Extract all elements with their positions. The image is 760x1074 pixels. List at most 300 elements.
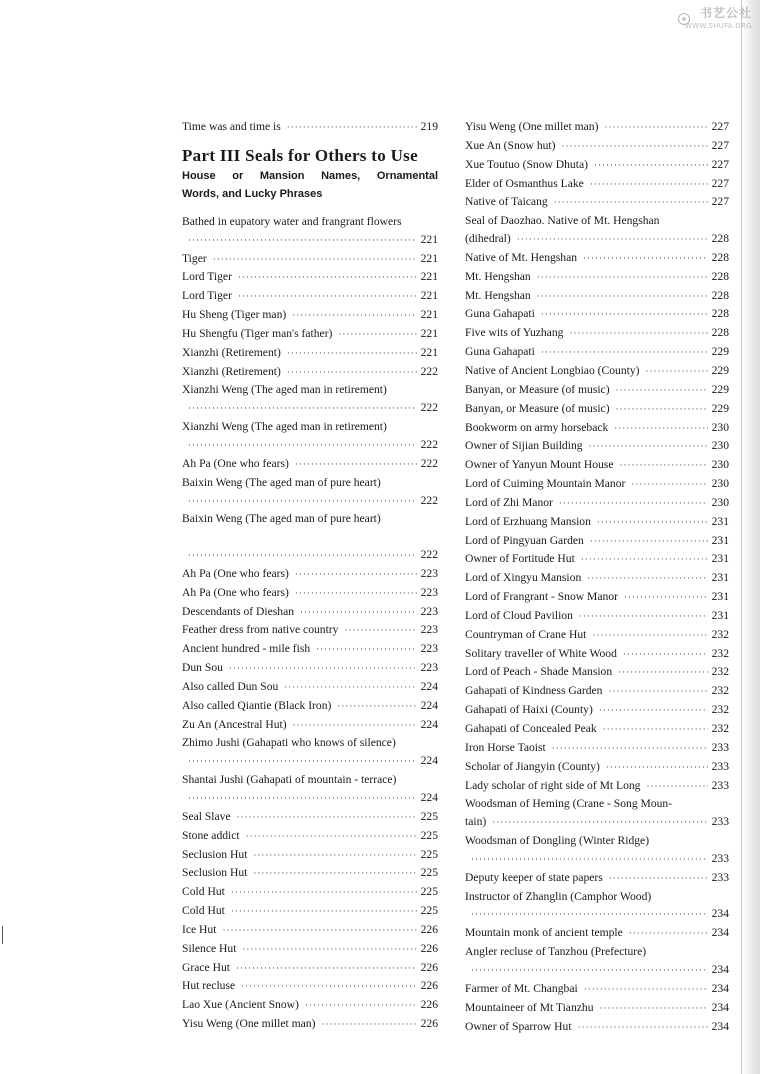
entry-page: 226 bbox=[420, 979, 438, 993]
leader-dots bbox=[246, 828, 417, 846]
leader-dots bbox=[238, 288, 417, 306]
entry-title: Xianzhi (Retirement) bbox=[182, 364, 281, 378]
toc-entry bbox=[182, 344, 438, 363]
entry-page: 222 bbox=[420, 456, 438, 470]
entry-page: 226 bbox=[420, 1017, 438, 1031]
entry-page: 227 bbox=[711, 195, 729, 209]
entry-title: Deputy keeper of state papers bbox=[465, 870, 603, 884]
toc-entry bbox=[182, 697, 438, 716]
entry-page: 226 bbox=[420, 941, 438, 955]
toc-entry bbox=[465, 961, 729, 980]
leader-dots bbox=[295, 585, 417, 603]
leader-dots bbox=[616, 382, 708, 400]
toc-entry bbox=[182, 789, 438, 808]
entry-title-cont: (dihedral) bbox=[465, 232, 511, 246]
entry-title: Guna Gahapati bbox=[465, 345, 535, 359]
toc-entry bbox=[465, 437, 729, 456]
leader-dots bbox=[618, 664, 707, 682]
toc-entry bbox=[465, 456, 729, 475]
entry-page: 221 bbox=[420, 289, 438, 303]
entry-title: Lord of Peach - Shade Mansion bbox=[465, 665, 613, 679]
toc-entry bbox=[465, 850, 729, 869]
entry-title: Scholar of Jiangyin (County) bbox=[465, 759, 600, 773]
entry-title: Tiger bbox=[182, 251, 207, 265]
leader-dots bbox=[292, 307, 416, 325]
toc-entry bbox=[465, 739, 729, 758]
watermark-cn: 书艺公社 bbox=[699, 6, 752, 20]
leader-dots bbox=[284, 679, 416, 697]
entry-page: 222 bbox=[420, 548, 438, 562]
leader-dots bbox=[541, 306, 708, 324]
leader-dots bbox=[614, 420, 707, 438]
entry-title: Five wits of Yuzhang bbox=[465, 326, 564, 340]
entry-page: 221 bbox=[420, 270, 438, 284]
entry-title: Baixin Weng (The aged man of pure heart) bbox=[182, 475, 381, 489]
leader-dots bbox=[623, 646, 708, 664]
entry-page: 224 bbox=[420, 754, 438, 768]
entry-title: Zhimo Jushi (Gahapati who knows of silence) bbox=[182, 736, 396, 750]
leader-dots bbox=[241, 978, 416, 996]
toc-list-left bbox=[182, 213, 438, 1034]
entry-page: 224 bbox=[420, 679, 438, 693]
leader-dots bbox=[609, 870, 708, 888]
leader-dots bbox=[344, 622, 416, 640]
toc-entry bbox=[465, 999, 729, 1018]
entry-page: 232 bbox=[711, 722, 729, 735]
entry-title: Stone addict bbox=[182, 828, 240, 842]
toc-entry bbox=[465, 494, 729, 513]
entry-title: Zu An (Ancestral Hut) bbox=[182, 717, 287, 731]
watermark-logo-icon bbox=[678, 13, 690, 25]
entry-title: Iron Horse Taoist bbox=[465, 740, 546, 754]
toc-entry bbox=[465, 156, 729, 175]
toc-entry bbox=[465, 588, 729, 607]
entry-title: Lord of Cuiming Mountain Manor bbox=[465, 477, 626, 491]
leader-dots bbox=[471, 962, 708, 980]
toc-entry bbox=[465, 137, 729, 156]
toc-entry bbox=[465, 362, 729, 381]
toc-entry bbox=[465, 475, 729, 494]
entry-title: Solitary traveller of White Wood bbox=[465, 646, 617, 660]
leader-dots bbox=[578, 1019, 708, 1037]
leader-dots bbox=[589, 438, 708, 456]
entry-page: 232 bbox=[711, 703, 729, 717]
entry-title: Woodsman of Dongling (Winter Ridge) bbox=[465, 834, 650, 848]
entry-title: Xue An (Snow hut) bbox=[465, 138, 556, 152]
entry-page: 222 bbox=[420, 364, 438, 378]
leader-dots bbox=[287, 119, 417, 137]
toc-entry bbox=[182, 621, 438, 640]
toc-entry bbox=[182, 455, 438, 474]
toc-entry bbox=[182, 584, 438, 603]
toc-entry bbox=[182, 996, 438, 1015]
toc-entry bbox=[465, 905, 729, 924]
entry-title: Countryman of Crane Hut bbox=[465, 627, 587, 641]
entry-page: 231 bbox=[711, 608, 729, 622]
entry-page: 228 bbox=[711, 269, 729, 283]
toc-entry bbox=[465, 980, 729, 999]
leader-dots bbox=[597, 514, 708, 532]
entry-title: Angler recluse of Tanzhou (Prefecture) bbox=[465, 945, 647, 959]
toc-entry bbox=[182, 977, 438, 996]
entry-title: Xianzhi (Retirement) bbox=[182, 345, 281, 359]
toc-entry bbox=[465, 777, 729, 796]
entry-title: Ice Hut bbox=[182, 922, 217, 936]
toc-entry bbox=[465, 193, 729, 212]
toc-entry bbox=[182, 565, 438, 584]
leader-dots bbox=[592, 627, 707, 645]
entry-page: 223 bbox=[420, 661, 438, 675]
toc-entry bbox=[465, 324, 729, 343]
entry-title: Gahapati of Kindness Garden bbox=[465, 684, 603, 698]
leader-dots bbox=[629, 925, 708, 943]
entry-page: 224 bbox=[420, 698, 438, 712]
toc-entry bbox=[465, 400, 729, 419]
entry-title: Lao Xue (Ancient Snow) bbox=[182, 998, 299, 1012]
entry-page: 234 bbox=[711, 926, 729, 940]
toc-entry bbox=[182, 940, 438, 959]
entry-title: Ah Pa (One who fears) bbox=[182, 585, 289, 599]
toc-entry bbox=[465, 381, 729, 400]
entry-title: Baixin Weng (The aged man of pure heart) bbox=[182, 512, 381, 526]
toc-entry bbox=[182, 399, 438, 418]
leader-dots bbox=[569, 325, 707, 343]
entry-title: Dun Sou bbox=[182, 661, 223, 675]
entry-title: Bathed in eupatory water and frangrant flowers bbox=[182, 214, 402, 228]
section-title: Part III Seals for Others to Use bbox=[182, 145, 418, 165]
section-subtitle-line2: Words, and Lucky Phrases bbox=[182, 187, 323, 200]
entry-page: 234 bbox=[711, 1000, 729, 1014]
leader-dots bbox=[237, 809, 417, 827]
leader-dots bbox=[287, 345, 417, 363]
blank-line bbox=[182, 528, 438, 546]
toc-entry bbox=[182, 306, 438, 325]
entry-title: Lord of Frangrant - Snow Manor bbox=[465, 590, 618, 604]
toc-entry bbox=[465, 607, 729, 626]
entry-page: 232 bbox=[711, 646, 729, 660]
entry-title: Instructor of Zhanglin (Camphor Wood) bbox=[465, 889, 652, 903]
entry-title: Guna Gahapati bbox=[465, 307, 535, 321]
leader-dots bbox=[608, 683, 707, 701]
entry-page: 226 bbox=[420, 960, 438, 974]
section-subtitle bbox=[182, 167, 438, 203]
entry-page: 228 bbox=[711, 326, 729, 340]
entry-page: 231 bbox=[711, 590, 729, 604]
leader-dots bbox=[300, 604, 417, 622]
leader-dots bbox=[188, 400, 417, 418]
entry-title: Banyan, or Measure (of music) bbox=[465, 401, 610, 415]
entry-title: Lord of Erzhuang Mansion bbox=[465, 514, 591, 528]
entry-title: Lord of Cloud Pavilion bbox=[465, 608, 573, 622]
toc-entry bbox=[182, 436, 438, 455]
entry-title: Seal of Daozhao. Native of Mt. Hengshan bbox=[465, 214, 660, 228]
leader-dots bbox=[600, 1000, 708, 1018]
toc-entry bbox=[182, 864, 438, 883]
entry-title: Owner of Sijian Building bbox=[465, 439, 583, 453]
toc-entry bbox=[182, 231, 438, 250]
toc-entry bbox=[182, 678, 438, 697]
leader-dots bbox=[222, 922, 416, 940]
toc-entry bbox=[465, 1018, 729, 1037]
leader-dots bbox=[338, 326, 416, 344]
entry-page: 230 bbox=[711, 477, 729, 491]
entry-title: Bookworm on army horseback bbox=[465, 420, 609, 434]
leader-dots bbox=[188, 232, 417, 250]
entry-title: Xianzhi Weng (The aged man in retirement) bbox=[182, 420, 387, 434]
leader-dots bbox=[552, 740, 708, 758]
entry-title: Xue Toutuo (Snow Dhuta) bbox=[465, 157, 588, 171]
toc-entry bbox=[182, 250, 438, 269]
toc-entry bbox=[182, 1015, 438, 1034]
toc-entry bbox=[182, 883, 438, 902]
toc-entry bbox=[465, 532, 729, 551]
leader-dots bbox=[471, 906, 708, 924]
entry-page: 224 bbox=[420, 717, 438, 731]
leader-dots bbox=[253, 847, 416, 865]
toc-left-column bbox=[182, 118, 438, 1034]
watermark-url: WWW.SHUFA.ORG bbox=[685, 22, 752, 30]
leader-dots bbox=[541, 344, 708, 362]
entry-title: Shantai Jushi (Gahapati of mountain - terrace) bbox=[182, 773, 397, 787]
toc-entry bbox=[182, 268, 438, 287]
toc-entry bbox=[465, 758, 729, 777]
leader-dots bbox=[584, 981, 708, 999]
leader-dots bbox=[554, 194, 708, 212]
entry-page: 234 bbox=[711, 962, 729, 976]
entry-title: Owner of Fortitude Hut bbox=[465, 552, 575, 566]
entry-title: Ah Pa (One who fears) bbox=[182, 566, 289, 580]
entry-title: Grace Hut bbox=[182, 960, 230, 974]
entry-page: 222 bbox=[420, 401, 438, 415]
toc-entry bbox=[182, 603, 438, 622]
entry-page: 233 bbox=[711, 759, 729, 773]
entry-title: Time was and time is bbox=[182, 120, 281, 133]
toc-entry bbox=[182, 640, 438, 659]
entry-title: Hut recluse bbox=[182, 979, 236, 993]
entry-page: 222 bbox=[420, 437, 438, 451]
toc-entry bbox=[465, 701, 729, 720]
leader-dots bbox=[603, 721, 708, 739]
entry-page: 234 bbox=[711, 907, 729, 921]
leader-dots bbox=[287, 364, 417, 382]
entry-page: 226 bbox=[420, 922, 438, 936]
leader-dots bbox=[646, 778, 707, 796]
entry-page: 231 bbox=[711, 571, 729, 585]
toc-entry bbox=[465, 175, 729, 194]
leader-dots bbox=[229, 660, 417, 678]
leader-dots bbox=[604, 119, 707, 137]
entry-title: Lord of Xingyu Mansion bbox=[465, 571, 582, 585]
leader-dots bbox=[590, 176, 708, 194]
toc-entry bbox=[465, 663, 729, 682]
entry-page: 226 bbox=[420, 998, 438, 1012]
entry-page: 221 bbox=[420, 345, 438, 359]
entry-page: 221 bbox=[420, 251, 438, 265]
entry-page: 229 bbox=[711, 363, 729, 377]
entry-title: Banyan, or Measure (of music) bbox=[465, 382, 610, 396]
entry-title: Lord of Zhi Manor bbox=[465, 495, 553, 509]
leader-dots bbox=[188, 493, 417, 511]
toc-entry bbox=[182, 492, 438, 511]
toc-entry bbox=[465, 924, 729, 943]
entry-page: 227 bbox=[711, 176, 729, 190]
entry-title: Also called Dun Sou bbox=[182, 679, 279, 693]
entry-page: 221 bbox=[420, 232, 438, 246]
entry-page: 231 bbox=[711, 533, 729, 547]
entry-title: Native of Mt. Hengshan bbox=[465, 250, 578, 264]
leader-dots bbox=[517, 231, 708, 249]
entry-page: 227 bbox=[711, 157, 729, 171]
toc-entry bbox=[182, 287, 438, 306]
entry-page: 233 bbox=[711, 851, 729, 865]
toc-entry bbox=[465, 813, 729, 832]
toc-entry bbox=[182, 546, 438, 565]
entry-title: Mountain monk of ancient temple bbox=[465, 926, 623, 940]
entry-title: Cold Hut bbox=[182, 904, 225, 918]
entry-page: 223 bbox=[420, 642, 438, 656]
entry-page: 228 bbox=[711, 232, 729, 246]
entry-page: 223 bbox=[420, 604, 438, 618]
entry-page: 225 bbox=[420, 809, 438, 823]
toc-entry bbox=[465, 550, 729, 569]
entry-title: Gahapati of Concealed Peak bbox=[465, 722, 597, 735]
entry-page: 233 bbox=[711, 778, 729, 792]
entry-title: Yisu Weng (One millet man) bbox=[182, 1017, 316, 1031]
entry-page: 232 bbox=[711, 665, 729, 679]
toc-entry bbox=[182, 921, 438, 940]
entry-title: Seal Slave bbox=[182, 809, 231, 823]
entry-page: 222 bbox=[420, 493, 438, 507]
leader-dots bbox=[646, 363, 708, 381]
leader-dots bbox=[242, 941, 416, 959]
entry-title: Hu Sheng (Tiger man) bbox=[182, 308, 287, 322]
leader-dots bbox=[295, 456, 417, 474]
entry-page: 233 bbox=[711, 870, 729, 884]
leader-dots bbox=[293, 717, 417, 735]
leader-dots bbox=[606, 759, 708, 777]
toc-entry bbox=[182, 752, 438, 771]
entry-title: Silence Hut bbox=[182, 941, 237, 955]
toc-entry bbox=[465, 287, 729, 306]
toc-entry bbox=[465, 645, 729, 664]
toc-entry bbox=[465, 569, 729, 588]
entry-page: 229 bbox=[711, 382, 729, 396]
leader-dots bbox=[631, 476, 707, 494]
leader-dots bbox=[616, 401, 708, 419]
toc-list-right bbox=[465, 118, 729, 1036]
leader-dots bbox=[321, 1016, 416, 1034]
toc-entry bbox=[182, 325, 438, 344]
leader-dots bbox=[590, 533, 708, 551]
entry-page: 225 bbox=[420, 828, 438, 842]
toc-entry bbox=[465, 513, 729, 532]
toc-entry bbox=[465, 118, 729, 137]
entry-page: 231 bbox=[711, 552, 729, 566]
entry-title: Seclusion Hut bbox=[182, 866, 248, 880]
toc-entry bbox=[465, 305, 729, 324]
entry-title: Mountaineer of Mt Tianzhu bbox=[465, 1000, 594, 1014]
entry-title: Mt. Hengshan bbox=[465, 288, 531, 302]
entry-title: Owner of Yanyun Mount House bbox=[465, 458, 614, 472]
entry-title: Woodsman of Heming (Crane - Song Moun- bbox=[465, 797, 673, 811]
leader-dots bbox=[619, 457, 707, 475]
leader-dots bbox=[188, 790, 417, 808]
leader-dots bbox=[316, 641, 416, 659]
leader-dots bbox=[305, 997, 417, 1015]
entry-page: 223 bbox=[420, 566, 438, 580]
toc-entry bbox=[182, 363, 438, 382]
entry-title: Lord of Pingyuan Garden bbox=[465, 533, 584, 547]
entry-page: 228 bbox=[711, 288, 729, 302]
leader-dots bbox=[236, 960, 417, 978]
entry-page: 225 bbox=[420, 847, 438, 861]
toc-entry bbox=[465, 230, 729, 249]
leader-dots bbox=[587, 570, 707, 588]
leader-dots bbox=[594, 157, 708, 175]
toc-entry bbox=[465, 720, 729, 739]
entry-page: 225 bbox=[420, 885, 438, 899]
toc-entry bbox=[182, 659, 438, 678]
entry-title: Farmer of Mt. Changbai bbox=[465, 981, 578, 995]
entry-page: 228 bbox=[711, 307, 729, 321]
entry-title: Native of Taicang bbox=[465, 195, 548, 209]
entry-page: 223 bbox=[420, 585, 438, 599]
leader-dots bbox=[624, 589, 708, 607]
entry-page: 230 bbox=[711, 495, 729, 509]
entry-title: Also called Qiantie (Black Iron) bbox=[182, 698, 332, 712]
entry-title: Owner of Sparrow Hut bbox=[465, 1019, 572, 1033]
entry-title: Descendants of Dieshan bbox=[182, 604, 295, 618]
entry-title: Cold Hut bbox=[182, 885, 225, 899]
leader-dots bbox=[231, 903, 417, 921]
entry-page: 233 bbox=[711, 740, 729, 754]
leader-dots bbox=[559, 495, 708, 513]
entry-title: Mt. Hengshan bbox=[465, 269, 531, 283]
toc-entry bbox=[465, 682, 729, 701]
entry-title: Elder of Osmanthus Lake bbox=[465, 176, 584, 190]
watermark bbox=[678, 4, 752, 40]
toc-entry bbox=[182, 118, 438, 137]
toc-entry bbox=[182, 808, 438, 827]
leader-dots bbox=[213, 251, 417, 269]
toc-entry bbox=[182, 827, 438, 846]
leader-dots bbox=[537, 288, 708, 306]
leader-dots bbox=[562, 138, 708, 156]
entry-page: 234 bbox=[711, 981, 729, 995]
entry-title: Native of Ancient Longbiao (County) bbox=[465, 363, 640, 377]
entry-title: Ancient hundred - mile fish bbox=[182, 642, 311, 656]
entry-page: 225 bbox=[420, 904, 438, 918]
entry-page: 225 bbox=[420, 866, 438, 880]
entry-title: Seclusion Hut bbox=[182, 847, 248, 861]
leader-dots bbox=[238, 269, 417, 287]
entry-page: 233 bbox=[711, 815, 729, 829]
toc-entry bbox=[182, 716, 438, 735]
entry-title: Lord Tiger bbox=[182, 289, 232, 303]
entry-page: 230 bbox=[711, 458, 729, 472]
scan-artifact bbox=[2, 926, 3, 944]
entry-page: 232 bbox=[711, 684, 729, 698]
section-subtitle-line1: House or Mansion Names, Ornamental bbox=[182, 169, 438, 182]
leader-dots bbox=[295, 566, 417, 584]
leader-dots bbox=[537, 269, 708, 287]
entry-title: Ah Pa (One who fears) bbox=[182, 456, 289, 470]
entry-title: Xianzhi Weng (The aged man in retirement) bbox=[182, 383, 387, 397]
leader-dots bbox=[471, 851, 708, 869]
toc-entry bbox=[465, 249, 729, 268]
entry-page: 223 bbox=[420, 623, 438, 637]
entry-title: Lady scholar of right side of Mt Long bbox=[465, 778, 641, 792]
